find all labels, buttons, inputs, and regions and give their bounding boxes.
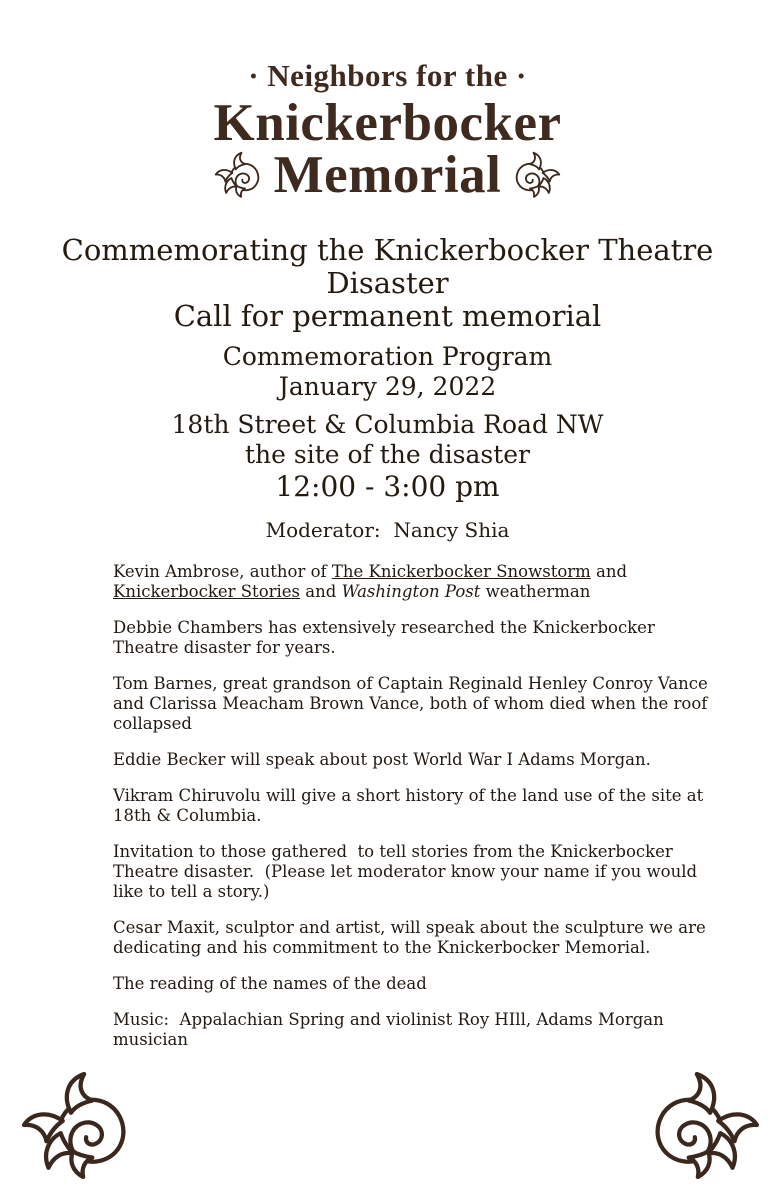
paragraph-run: Vikram Chiruvolu will give a short history of the land use of the site at 18th & Columbia.	[113, 786, 709, 825]
program-paragraph	[113, 750, 713, 770]
paragraph-run: Tom Barnes, great grandson of Captain Reginald Henley Conroy Vance and Clarissa Meacham Brown Vance, both of whom died when the roof collapsed	[113, 674, 714, 733]
program-paragraph	[113, 918, 713, 958]
program-paragraph	[113, 618, 713, 658]
paragraph-run: Kevin Ambrose, author of	[113, 562, 332, 581]
event-location-line1: 18th Street & Columbia Road NW	[171, 410, 604, 439]
event-time: 12:00 - 3:00 pm	[275, 470, 500, 503]
event-location-line2: the site of the disaster	[245, 440, 530, 469]
paragraph-run: Washington Post	[341, 582, 481, 601]
program-paragraph	[113, 974, 713, 994]
acanthus-scroll-icon	[649, 1066, 761, 1186]
program-paragraph	[113, 842, 713, 902]
acanthus-scroll-icon	[20, 1066, 132, 1186]
masthead	[0, 58, 775, 204]
paragraph-run: and	[590, 562, 633, 581]
org-name-line2-row	[0, 146, 775, 204]
paragraph-run: Music: Appalachian Spring and violinist Roy HIll, Adams Morgan musician	[113, 1010, 670, 1049]
paragraph-run: Knickerbocker Stories	[113, 582, 301, 601]
paragraph-run: Cesar Maxit, sculptor and artist, will speak about the sculpture we are dedicating and his commitment to the Knickerbocker Memorial.	[113, 918, 712, 957]
org-name-line1: Knickerbocker	[213, 94, 562, 152]
program-paragraph	[113, 786, 713, 826]
paragraph-run: Debbie Chambers has extensively researched the Knickerbocker Theatre disaster for years.	[113, 618, 661, 657]
acanthus-scroll-icon	[212, 151, 264, 199]
paragraph-run: weatherman	[480, 582, 591, 601]
program-paragraph	[113, 674, 713, 734]
event-moderator: Moderator: Nancy Shia	[265, 518, 510, 542]
event-date: January 29, 2022	[278, 372, 497, 401]
event-details	[0, 342, 775, 542]
program-paragraph	[113, 1010, 713, 1050]
subtitle-line1: Commemorating the Knickerbocker Theatre Disaster	[61, 233, 714, 300]
program-title: Commemoration Program	[222, 342, 553, 371]
program-paragraph	[113, 562, 713, 602]
subtitle-line2: Call for permanent memorial	[173, 299, 602, 333]
paragraph-run: Eddie Becker will speak about post World War I Adams Morgan.	[113, 750, 651, 769]
org-name-line2: Memorial	[273, 146, 502, 204]
subtitle-block	[0, 234, 775, 333]
paragraph-run: The reading of the names of the dead	[113, 974, 427, 993]
org-tagline: · Neighbors for the ·	[248, 58, 527, 93]
program-body	[113, 562, 713, 1066]
acanthus-scroll-icon	[511, 151, 563, 199]
paragraph-run: Invitation to those gathered to tell stories from the Knickerbocker Theatre disaster. (Please let moderator know your name if you would like to tell a story.)	[113, 842, 703, 901]
paragraph-run: and	[300, 582, 342, 601]
paragraph-run: The Knickerbocker Snowstorm	[331, 562, 591, 581]
